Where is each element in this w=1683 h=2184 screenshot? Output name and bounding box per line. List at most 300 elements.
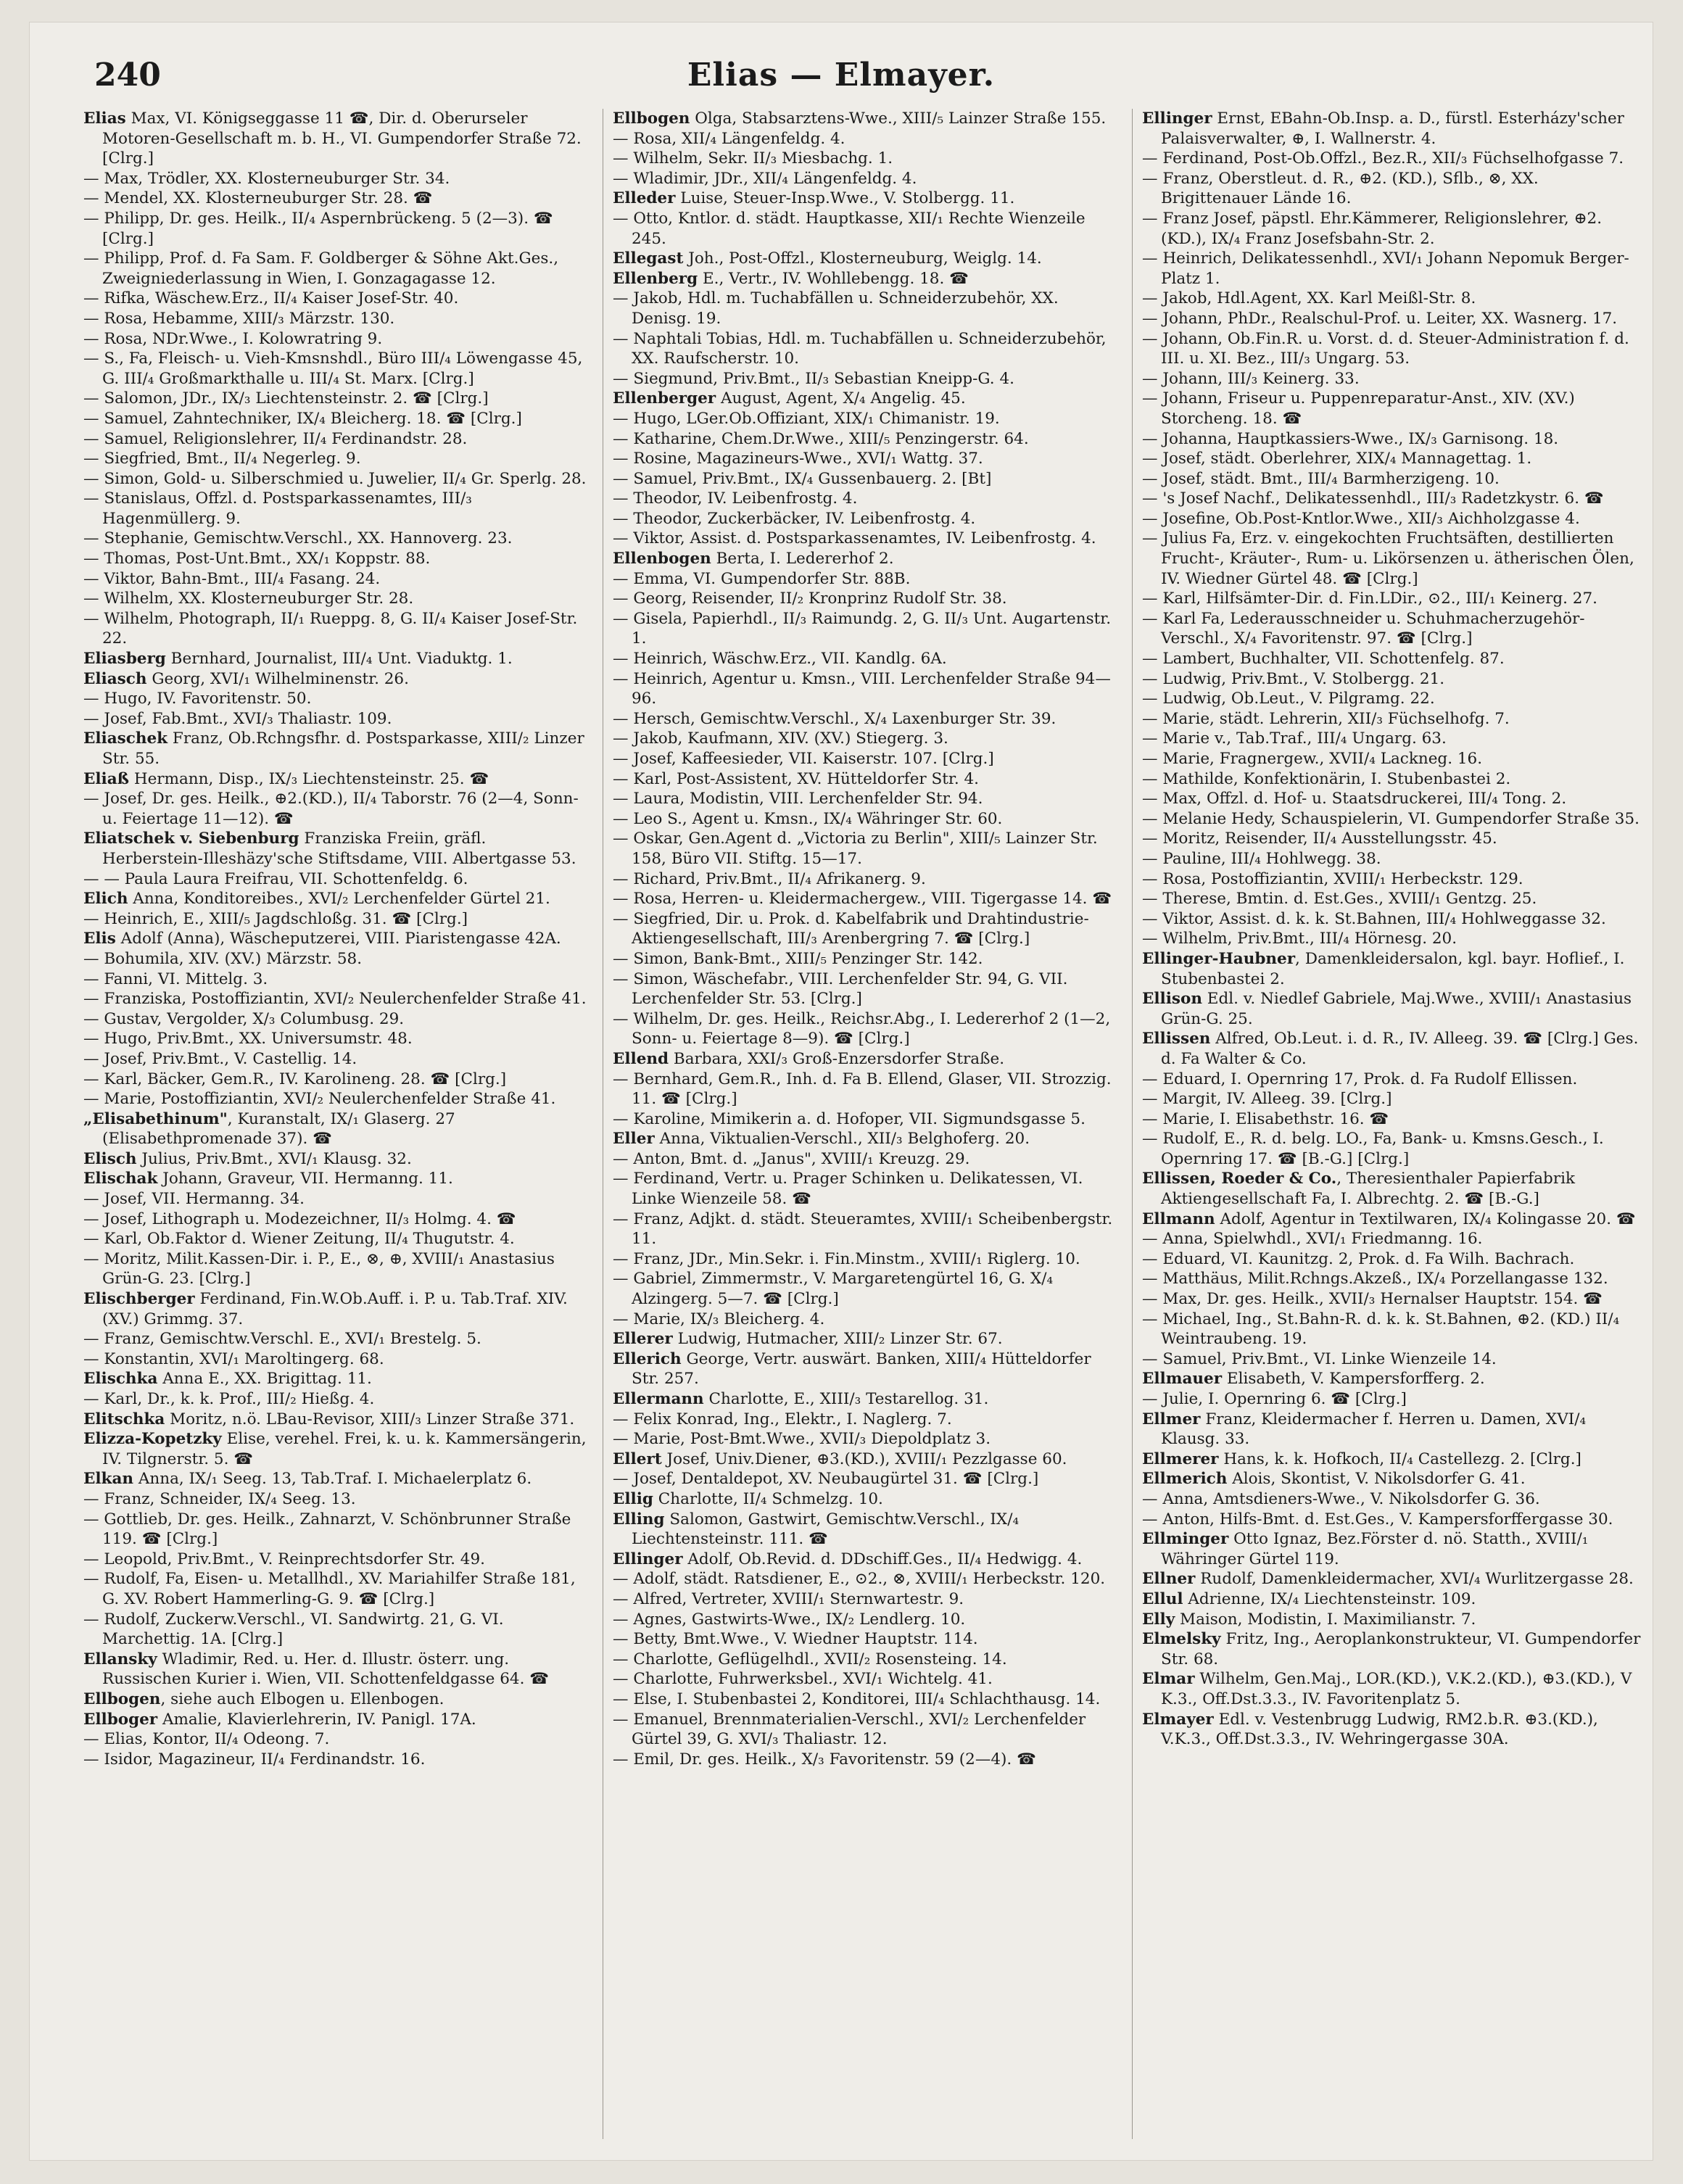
directory-entry — [83, 1510, 591, 1550]
entry-surname: Elitschka — [83, 1410, 165, 1428]
entry-text: — Oskar, Gen.Agent d. „Victoria zu Berlin", XIII/₅ Lainzer Str. 158, Büro VII. Stiftg. 15—17. — [613, 830, 1098, 868]
entry-text: — Rosa, Herren- u. Kleidermachergew., VIII. Tigergasse 14. ☎ — [613, 890, 1112, 909]
entry-text: — Samuel, Priv.Bmt., IX/₄ Gussenbauerg. 2. [Bt] — [613, 469, 992, 488]
directory-entry — [1142, 389, 1650, 429]
entry-text: — Heinrich, Agentur u. Kmsn., VIII. Lerchenfelder Straße 94—96. — [613, 669, 1111, 708]
directory-entry — [613, 1049, 1120, 1070]
entry-text: — Thomas, Post-Unt.Bmt., XX/₁ Koppstr. 88. — [83, 550, 431, 568]
entry-text: Fritz, Ing., Aeroplankonstrukteur, VI. Gumpendorfer Str. 68. — [1161, 1630, 1641, 1668]
directory-entry — [83, 549, 591, 569]
entry-text: , Theresienthaler Papierfabrik Aktiengesellschaft Fa, I. Albrechtg. 2. ☎ [B.-G.] — [1161, 1170, 1576, 1209]
directory-entry — [613, 329, 1120, 369]
directory-entry — [613, 129, 1120, 149]
entry-text: — Franz Josef, päpstl. Ehr.Kämmerer, Religionslehrer, ⊕2. (KD.), IX/₄ Franz Josefsbahn-Str. 2. — [1142, 209, 1603, 248]
directory-entry — [83, 1750, 591, 1770]
entry-text: — Anna, Amtsdieners-Wwe., V. Nikolsdorfer G. 36. — [1142, 1489, 1540, 1508]
directory-entry — [83, 689, 591, 709]
entry-surname: Elmar — [1142, 1670, 1195, 1689]
directory-entry — [613, 1129, 1120, 1149]
directory-entry — [83, 569, 591, 590]
column-1 — [83, 109, 591, 2139]
directory-entry — [1142, 1029, 1650, 1069]
entry-text: — Anna, Spielwhdl., XVI/₁ Friedmanng. 16. — [1142, 1230, 1483, 1249]
entry-surname: Eliasberg — [83, 650, 166, 669]
directory-entry — [83, 1389, 591, 1410]
directory-entry — [613, 1550, 1120, 1570]
directory-entry — [83, 249, 591, 289]
directory-entry — [83, 1009, 591, 1030]
directory-entry — [83, 1569, 591, 1609]
directory-entry — [1142, 1710, 1650, 1750]
entry-text: — Marie, Post-Bmt.Wwe., XVII/₃ Diepoldplatz 3. — [613, 1430, 991, 1449]
entry-text: — Marie, Postoffiziantin, XVI/₂ Neulerchenfelder Straße 41. — [83, 1090, 556, 1109]
entry-text: — Mendel, XX. Klosterneuburger Str. 28. ☎ — [83, 189, 433, 208]
entry-text: — Mathilde, Konfektionärin, I. Stubenbastei 2. — [1142, 769, 1511, 788]
directory-entry — [1142, 209, 1650, 249]
entry-text: — Max, Trödler, XX. Klosterneuburger Str. 34. — [83, 169, 450, 188]
entry-text: — Stephanie, Gemischtw.Verschl., XX. Hannoverg. 23. — [83, 529, 513, 548]
directory-entry — [1142, 889, 1650, 909]
entry-text: — Emil, Dr. ges. Heilk., X/₃ Favoritenstr. 59 (2—4). ☎ — [613, 1750, 1036, 1769]
entry-surname: Ellig — [613, 1489, 653, 1508]
entry-surname: Elischak — [83, 1170, 158, 1188]
entry-text: — Josef, VII. Hermanng. 34. — [83, 1190, 305, 1209]
directory-entry — [83, 1049, 591, 1070]
directory-entry — [1142, 769, 1650, 790]
directory-entry — [83, 1189, 591, 1209]
entry-text: — Rudolf, E., R. d. belg. LO., Fa, Bank- u. Kmsns.Gesch., I. Opernring 17. ☎ [B.-G.] [Clrg.] — [1142, 1130, 1604, 1168]
entry-text: — Katharine, Chem.Dr.Wwe., XIII/₅ Penzingerstr. 64. — [613, 429, 1029, 448]
entry-text: — Franz, JDr., Min.Sekr. i. Fin.Minstm., XVIII/₁ Riglerg. 10. — [613, 1249, 1080, 1268]
entry-text: — Bernhard, Gem.R., Inh. d. Fa B. Ellend, Glaser, VII. Strozzig. 11. ☎ [Clrg.] — [613, 1070, 1112, 1109]
entry-text: — Karl, Dr., k. k. Prof., III/₂ Hießg. 4. — [83, 1390, 375, 1408]
entry-surname: Eliasch — [83, 669, 147, 688]
directory-entry — [1142, 1569, 1650, 1589]
directory-entry — [83, 949, 591, 969]
entry-text: — Johann, PhDr., Realschul-Prof. u. Leiter, XX. Wasnerg. 17. — [1142, 309, 1618, 328]
entry-text: — Therese, Bmtin. d. Est.Ges., XVIII/₁ Gentzg. 25. — [1142, 890, 1537, 909]
directory-entry — [83, 1149, 591, 1170]
entry-text: — Jakob, Kaufmann, XIV. (XV.) Stiegerg. 3. — [613, 729, 948, 748]
entry-text: — Viktor, Assist. d. Postsparkassenamtes, IV. Leibenfrostg. 4. — [613, 529, 1096, 548]
entry-text: Hans, k. k. Hofkoch, II/₄ Castellezg. 2. [Clrg.] — [1218, 1449, 1581, 1468]
directory-entry — [83, 169, 591, 189]
entry-surname: Elizza-Kopetzky — [83, 1430, 222, 1449]
page-header — [29, 57, 1653, 115]
entry-surname: Elias — [83, 109, 126, 128]
directory-entry — [1142, 509, 1650, 529]
entry-text: — Josef, städt. Oberlehrer, XIX/₄ Mannagettag. 1. — [1142, 450, 1532, 468]
entry-text: — Eduard, VI. Kaunitzg. 2, Prok. d. Fa Wilh. Bachrach. — [1142, 1249, 1575, 1268]
directory-entry — [1142, 1610, 1650, 1630]
entry-text: Bernhard, Journalist, III/₄ Unt. Viaduktg. 1. — [165, 650, 513, 669]
directory-entry — [613, 1669, 1120, 1689]
entry-text: — Eduard, I. Opernring 17, Prok. d. Fa Rudolf Ellissen. — [1142, 1070, 1578, 1088]
entry-text: — Samuel, Religionslehrer, II/₄ Ferdinandstr. 28. — [83, 429, 468, 448]
directory-entry — [83, 829, 591, 869]
entry-surname: Eliatschek v. Siebenburg — [83, 830, 299, 848]
directory-entry — [613, 209, 1120, 249]
directory-entry — [613, 949, 1120, 969]
directory-entry — [613, 509, 1120, 529]
entry-text: Franziska Freiin, gräfl. Herberstein-Illeshäzy'sche Stiftsdame, VIII. Albertgasse 53. — [102, 830, 576, 868]
directory-entry — [613, 1750, 1120, 1770]
directory-entry — [613, 729, 1120, 749]
directory-entry — [1142, 849, 1650, 869]
entry-text: — Rudolf, Zuckerw.Verschl., VI. Sandwirtg. 21, G. VI. Marchettig. 1A. [Clrg.] — [83, 1610, 504, 1649]
directory-entry — [613, 149, 1120, 169]
directory-entry — [83, 709, 591, 729]
column-3 — [1142, 109, 1650, 2139]
entry-text: Adolf, Agentur in Textilwaren, IX/₄ Kolingasse 20. ☎ — [1215, 1209, 1636, 1228]
entry-text: — Max, Offzl. d. Hof- u. Staatsdruckerei, III/₄ Tong. 2. — [1142, 790, 1567, 808]
entry-text: — Karl, Bäcker, Gem.R., IV. Karolineng. 28. ☎ [Clrg.] — [83, 1070, 507, 1088]
entry-text: — Richard, Priv.Bmt., II/₄ Afrikanerg. 9. — [613, 869, 926, 888]
entry-text: Elisabeth, V. Kampersforfferg. 2. — [1222, 1370, 1485, 1389]
entry-text: — Margit, IV. Alleeg. 39. [Clrg.] — [1142, 1090, 1392, 1109]
entry-surname: Ellend — [613, 1049, 669, 1068]
directory-entry — [83, 1429, 591, 1469]
entry-text: — Adolf, städt. Ratsdiener, E., ⊙2., ⊗, XVIII/₁ Herbeckstr. 120. — [613, 1570, 1106, 1589]
entry-text: Moritz, n.ö. LBau-Revisor, XIII/₃ Linzer Straße 371. — [165, 1410, 575, 1428]
entry-text: Adolf (Anna), Wäscheputzerei, VIII. Piaristengasse 42A. — [115, 930, 561, 948]
directory-entry — [83, 969, 591, 990]
entry-text: Anna E., XX. Brigittag. 11. — [157, 1370, 372, 1389]
entry-text: — Heinrich, E., XIII/₅ Jagdschloßg. 31. ☎ [Clrg.] — [83, 909, 468, 928]
directory-entry — [613, 1149, 1120, 1170]
entry-text: — Jakob, Hdl. m. Tuchabfällen u. Schneiderzubehör, XX. Denisg. 19. — [613, 289, 1059, 328]
directory-entry — [1142, 1229, 1650, 1249]
directory-entry — [613, 549, 1120, 569]
entry-surname: Ellansky — [83, 1650, 157, 1668]
directory-entry — [83, 389, 591, 409]
entry-text: Edl. v. Vestenbrugg Ludwig, RM2.b.R. ⊕3.(KD.), V.K.3., Off.Dst.3.3., IV. Wehringergasse 30A. — [1161, 1710, 1598, 1749]
entry-text: — Samuel, Zahntechniker, IX/₄ Bleicherg. 18. ☎ [Clrg.] — [83, 409, 522, 428]
entry-text: — Johann, Friseur u. Puppenreparatur-Anst., XIV. (XV.) Storcheng. 18. ☎ — [1142, 389, 1575, 428]
directory-entry — [83, 589, 591, 609]
entry-surname: Ellerer — [613, 1330, 673, 1349]
directory-entry — [1142, 1529, 1650, 1569]
directory-entry — [1142, 929, 1650, 949]
directory-entry — [83, 429, 591, 450]
directory-entry — [83, 1029, 591, 1049]
entry-text: — Marie, städt. Lehrerin, XII/₃ Füchselhofg. 7. — [1142, 709, 1510, 728]
directory-entry — [1142, 1410, 1650, 1449]
directory-entry — [83, 309, 591, 329]
entry-text: — Elias, Kontor, II/₄ Odeong. 7. — [83, 1730, 330, 1749]
entry-text: — Josef, Dr. ges. Heilk., ⊕2.(KD.), II/₄ Taborstr. 76 (2—4, Sonn- u. Feiertage 11—12). ☎ — [83, 790, 579, 828]
entry-surname: Eller — [613, 1130, 655, 1149]
entry-text: Barbara, XXI/₃ Groß-Enzersdorfer Straße. — [669, 1049, 1005, 1068]
entry-text: — Gabriel, Zimmermstr., V. Margaretengürtel 16, G. X/₄ Alzingerg. 5—7. ☎ [Clrg.] — [613, 1270, 1054, 1309]
column-divider — [1132, 109, 1133, 2139]
directory-entry — [83, 889, 591, 909]
entry-surname: Elly — [1142, 1610, 1175, 1629]
entry-text: — Wilhelm, XX. Klosterneuburger Str. 28. — [83, 590, 414, 608]
entry-text: — Betty, Bmt.Wwe., V. Wiedner Hauptstr. 114. — [613, 1630, 978, 1649]
directory-entry — [1142, 989, 1650, 1029]
directory-entry — [613, 1489, 1120, 1510]
entry-text: George, Vertr. auswärt. Banken, XIII/₄ Hütteldorfer Str. 257. — [632, 1349, 1091, 1389]
entry-text: Anna, Konditoreibes., XVI/₂ Lerchenfelder Gürtel 21. — [128, 890, 550, 909]
directory-entry — [83, 1349, 591, 1370]
directory-entry — [613, 569, 1120, 590]
entry-text: — Johann, Ob.Fin.R. u. Vorst. d. d. Steuer-Administration f. d. III. u. XI. Bez., III/₃ Ungarg. 53. — [1142, 329, 1629, 368]
entry-text: — Julie, I. Opernring 6. ☎ [Clrg.] — [1142, 1390, 1407, 1408]
entry-text: — Charlotte, Geflügelhdl., XVII/₂ Rosensteing. 14. — [613, 1650, 1007, 1668]
directory-entry — [1142, 1109, 1650, 1130]
entry-text: Berta, I. Ledererhof 2. — [711, 550, 894, 568]
directory-entry — [1142, 1449, 1650, 1470]
entry-text: — Rosine, Magazineurs-Wwe., XVI/₁ Wattg. 37. — [613, 450, 983, 468]
directory-entry — [1142, 1389, 1650, 1410]
directory-entry — [1142, 909, 1650, 930]
entry-surname: Ellinger-Haubner — [1142, 949, 1296, 968]
entry-surname: Elmelsky — [1142, 1630, 1221, 1649]
entry-text: Maison, Modistin, I. Maximilianstr. 7. — [1175, 1610, 1476, 1629]
entry-text: Wladimir, Red. u. Her. d. Illustr. österr. ung. Russischen Kurier i. Wien, VII. Schottenfeldgasse 64. ☎ — [102, 1650, 550, 1689]
entry-text: — S., Fa, Fleisch- u. Vieh-Kmsnshdl., Büro III/₄ Löwengasse 45, G. III/₄ Großmarkthalle u. III/₄ St. Marx. [Clrg.] — [83, 349, 583, 388]
directory-entry — [1142, 109, 1650, 149]
entry-text: — Karl Fa, Lederausschneider u. Schuhmacherzugehör-Verschl., X/₄ Favoritenstr. 97. ☎ [Clrg.] — [1142, 609, 1585, 648]
directory-entry — [613, 1070, 1120, 1109]
directory-entry — [613, 429, 1120, 450]
entry-text: — Ludwig, Priv.Bmt., V. Stolbergg. 21. — [1142, 669, 1445, 688]
entry-text: — Fanni, VI. Mittelg. 3. — [83, 969, 268, 988]
directory-entry — [83, 869, 591, 890]
entry-text: Adrienne, IX/₄ Liechtensteinstr. 109. — [1183, 1589, 1476, 1608]
directory-entry — [1142, 1129, 1650, 1169]
entry-text: — Otto, Kntlor. d. städt. Hauptkasse, XII/₁ Rechte Wienzeile 245. — [613, 209, 1086, 248]
directory-entry — [613, 369, 1120, 389]
entry-text: — Laura, Modistin, VIII. Lerchenfelder Str. 94. — [613, 790, 983, 808]
directory-entry — [613, 269, 1120, 289]
column-2 — [613, 109, 1120, 2139]
directory-entry — [1142, 469, 1650, 489]
directory-entry — [613, 1589, 1120, 1610]
entry-text: Ernst, EBahn-Ob.Insp. a. D., fürstl. Esterházy'scher Palaisverwalter, ⊕, I. Wallnerstr. 4. — [1161, 109, 1624, 148]
entry-surname: Ellermann — [613, 1390, 704, 1408]
directory-entry — [613, 1169, 1120, 1209]
entry-surname: Ellison — [1142, 990, 1202, 1009]
entry-text: — Rosa, Postoffiziantin, XVIII/₁ Herbeckstr. 129. — [1142, 869, 1523, 888]
entry-surname: Ellert — [613, 1449, 662, 1468]
running-head: Elias — Elmayer. — [687, 57, 996, 94]
entry-text: — Wladimir, JDr., XII/₄ Längenfeldg. 4. — [613, 169, 917, 188]
entry-text: — Franz, Gemischtw.Verschl. E., XVI/₁ Brestelg. 5. — [83, 1330, 481, 1349]
entry-text: — Isidor, Magazineur, II/₄ Ferdinandstr. 16. — [83, 1750, 426, 1769]
directory-entry — [613, 469, 1120, 489]
entry-text: Edl. v. Niedlef Gabriele, Maj.Wwe., XVIII/₁ Anastasius Grün-G. 25. — [1161, 990, 1632, 1028]
entry-text: — Josef, Dentaldepot, XV. Neubaugürtel 31. ☎ [Clrg.] — [613, 1470, 1039, 1489]
entry-surname: Ellul — [1142, 1589, 1183, 1608]
directory-entry — [1142, 649, 1650, 669]
directory-entry — [1142, 869, 1650, 890]
entry-surname: Elischberger — [83, 1290, 195, 1309]
entry-text: Ludwig, Hutmacher, XIII/₂ Linzer Str. 67. — [672, 1330, 1003, 1349]
entry-text: — Emma, VI. Gumpendorfer Str. 88B. — [613, 569, 911, 588]
entry-text: — Siegfried, Dir. u. Prok. d. Kabelfabrik und Drahtindustrie-Aktiengesellschaft, III/₃ Arenbergring 7. ☎ [Clrg.] — [613, 909, 1089, 948]
directory-entry — [83, 1070, 591, 1090]
entry-text: — Pauline, III/₄ Hohlwegg. 38. — [1142, 849, 1381, 868]
directory-entry — [613, 529, 1120, 549]
entry-surname: Elmayer — [1142, 1710, 1214, 1729]
entry-surname: Ellner — [1142, 1570, 1196, 1589]
entry-text: , siehe auch Elbogen u. Ellenbogen. — [160, 1689, 444, 1708]
entry-text: Olga, Stabsarztens-Wwe., XIII/₅ Lainzer Straße 155. — [690, 109, 1107, 128]
directory-entry — [613, 169, 1120, 189]
entry-text: — Jakob, Hdl.Agent, XX. Karl Meißl-Str. 8. — [1142, 289, 1476, 308]
directory-entry — [1142, 1070, 1650, 1090]
entry-text: Anna, Viktualien-Verschl., XII/₃ Belghoferg. 20. — [654, 1130, 1030, 1149]
directory-entry — [613, 1429, 1120, 1449]
entry-text: Georg, XVI/₁ Wilhelminenstr. 26. — [146, 669, 409, 688]
directory-entry — [83, 209, 591, 249]
directory-entry — [613, 1389, 1120, 1410]
directory-entry — [1142, 1289, 1650, 1310]
entry-surname: Elleder — [613, 189, 676, 208]
entry-text: — Wilhelm, Photograph, II/₁ Rueppg. 8, G. II/₄ Kaiser Josef-Str. 22. — [83, 609, 578, 648]
entry-text: — Siegmund, Priv.Bmt., II/₃ Sebastian Kneipp-G. 4. — [613, 369, 1014, 388]
entry-text: — Konstantin, XVI/₁ Maroltingerg. 68. — [83, 1349, 384, 1368]
directory-entry — [1142, 609, 1650, 649]
entry-text: — Josef, Kaffeesieder, VII. Kaiserstr. 107. [Clrg.] — [613, 750, 994, 768]
entry-surname: Ellinger — [613, 1550, 683, 1568]
directory-entry — [1142, 1369, 1650, 1389]
entry-text: — Franz, Adjkt. d. städt. Steueramtes, XVIII/₁ Scheibenbergstr. 11. — [613, 1209, 1113, 1249]
directory-entry — [613, 829, 1120, 869]
entry-text: Anna, IX/₁ Seeg. 13, Tab.Traf. I. Michaelerplatz 6. — [133, 1470, 532, 1489]
directory-entry — [83, 109, 591, 169]
directory-entry — [613, 1569, 1120, 1589]
entry-text: — Max, Dr. ges. Heilk., XVII/₃ Hernalser Hauptstr. 154. ☎ — [1142, 1290, 1603, 1309]
entry-surname: Ellminger — [1142, 1530, 1229, 1549]
entry-surname: Ellmer — [1142, 1410, 1201, 1428]
directory-entry — [613, 1109, 1120, 1130]
entry-surname: Ellissen, Roeder & Co. — [1142, 1170, 1337, 1188]
entry-text: — Leopold, Priv.Bmt., V. Reinprechtsdorfer Str. 49. — [83, 1550, 485, 1568]
entry-text: — Hugo, Priv.Bmt., XX. Universumstr. 48. — [83, 1030, 413, 1048]
entry-surname: „Elisabethinum" — [83, 1109, 228, 1128]
entry-text: — Samuel, Priv.Bmt., VI. Linke Wienzeile 14. — [1142, 1349, 1497, 1368]
directory-entry — [83, 1689, 591, 1710]
entry-surname: Elisch — [83, 1149, 137, 1168]
entry-text: — 's Josef Nachf., Delikatessenhdl., III/₃ Radetzkystr. 6. ☎ — [1142, 489, 1604, 508]
entry-text: — Franziska, Postoffiziantin, XVI/₂ Neulerchenfelder Straße 41. — [83, 990, 587, 1009]
directory-entry — [1142, 749, 1650, 769]
directory-entry — [83, 329, 591, 349]
directory-entry — [1142, 429, 1650, 450]
entry-text: — Moritz, Milit.Kassen-Dir. i. P., E., ⊗, ⊕, XVIII/₁ Anastasius Grün-G. 23. [Clrg.] — [83, 1249, 555, 1289]
entry-text: — Gottlieb, Dr. ges. Heilk., Zahnarzt, V. Schönbrunner Straße 119. ☎ [Clrg.] — [83, 1510, 571, 1549]
directory-entry — [613, 889, 1120, 909]
directory-entry — [1142, 1349, 1650, 1370]
directory-entry — [1142, 1510, 1650, 1530]
entry-surname: Ellenberg — [613, 269, 698, 288]
entry-text: — Rosa, NDr.Wwe., I. Kolowratring 9. — [83, 329, 383, 348]
directory-entry — [613, 789, 1120, 809]
directory-entry — [1142, 289, 1650, 309]
directory-entry — [613, 969, 1120, 1009]
entry-text: — Alfred, Vertreter, XVIII/₁ Sternwartestr. 9. — [613, 1589, 964, 1608]
directory-entry — [613, 1510, 1120, 1550]
directory-entry — [1142, 1589, 1650, 1610]
directory-entry — [1142, 1089, 1650, 1109]
entry-surname: Ellerich — [613, 1349, 682, 1368]
directory-entry — [83, 1329, 591, 1349]
entry-text: Wilhelm, Gen.Maj., LOR.(KD.), V.K.2.(KD.), ⊕3.(KD.), V K.3., Off.Dst.3.3., IV. Favoritenplatz 5. — [1161, 1670, 1632, 1708]
entry-text: — Josef, Fab.Bmt., XVI/₃ Thaliastr. 109. — [83, 709, 392, 728]
entry-text: August, Agent, X/₄ Angelig. 45. — [716, 389, 966, 408]
entry-text: Charlotte, II/₄ Schmelzg. 10. — [653, 1489, 883, 1508]
entry-text: — Wilhelm, Sekr. II/₃ Miesbachg. 1. — [613, 149, 893, 168]
directory-entry — [83, 1550, 591, 1570]
directory-entry — [83, 609, 591, 649]
directory-entry — [1142, 1469, 1650, 1489]
directory-entry — [1142, 449, 1650, 469]
directory-entry — [613, 1209, 1120, 1249]
entry-text: Franz, Kleidermacher f. Herren u. Damen, XVI/₄ Klausg. 33. — [1161, 1410, 1587, 1449]
directory-entry — [613, 1349, 1120, 1389]
directory-entry — [83, 1289, 591, 1329]
directory-entry — [1142, 1489, 1650, 1510]
entry-text: — Simon, Wäschefabr., VIII. Lerchenfelder Str. 94, G. VII. Lerchenfelder Str. 53. [Clrg.] — [613, 969, 1068, 1009]
entry-surname: Eliaß — [83, 769, 129, 788]
entry-text: — Moritz, Reisender, II/₄ Ausstellungsstr. 45. — [1142, 830, 1497, 848]
directory-entry — [613, 109, 1120, 129]
entry-text: Otto Ignaz, Bez.Förster d. nö. Statth., XVIII/₁ Währinger Gürtel 119. — [1161, 1530, 1589, 1568]
entry-text: — Marie v., Tab.Traf., III/₄ Ungarg. 63. — [1142, 729, 1447, 748]
directory-entry — [1142, 1249, 1650, 1270]
directory-entry — [613, 489, 1120, 509]
directory-entry — [1142, 1269, 1650, 1289]
directory-entry — [613, 749, 1120, 769]
directory-entry — [613, 669, 1120, 709]
directory-entry — [613, 709, 1120, 729]
directory-entry — [83, 1650, 591, 1689]
entry-text: — Viktor, Bahn-Bmt., III/₄ Fasang. 24. — [83, 569, 381, 588]
directory-entry — [83, 289, 591, 309]
entry-text: Ferdinand, Fin.W.Ob.Auff. i. P. u. Tab.Traf. XIV. (XV.) Grimmg. 37. — [102, 1290, 568, 1328]
directory-entry — [1142, 829, 1650, 849]
entry-text: — Heinrich, Delikatessenhdl., XVI/₁ Johann Nepomuk Berger-Platz 1. — [1142, 249, 1629, 288]
directory-entry — [613, 1689, 1120, 1710]
entry-surname: Elkan — [83, 1470, 134, 1489]
directory-entry — [1142, 809, 1650, 830]
directory-entry — [613, 1329, 1120, 1349]
directory-entry — [1142, 309, 1650, 329]
directory-entry — [613, 249, 1120, 269]
directory-entry — [83, 909, 591, 930]
directory-entry — [83, 729, 591, 769]
entry-text: — Marie, I. Elisabethstr. 16. ☎ — [1142, 1109, 1389, 1128]
entry-text: Franz, Ob.Rchngsfhr. d. Postsparkasse, XIII/₂ Linzer Str. 55. — [102, 729, 584, 768]
entry-text: — Charlotte, Fuhrwerksbel., XVI/₁ Wichtelg. 41. — [613, 1670, 993, 1689]
entry-text: — Johann, III/₃ Keinerg. 33. — [1142, 369, 1360, 388]
directory-entry — [1142, 589, 1650, 609]
directory-entry — [83, 1410, 591, 1430]
directory-entry — [83, 669, 591, 690]
entry-text: , Kuranstalt, IX/₁ Glaserg. 27 (Elisabethpromenade 37). ☎ — [102, 1109, 455, 1149]
entry-text: — Stanislaus, Offzl. d. Postsparkassenamtes, III/₃ Hagenmüllerg. 9. — [83, 489, 472, 528]
directory-entry — [83, 1369, 591, 1389]
entry-text: — Josefine, Ob.Post-Kntlor.Wwe., XII/₃ Aichholzgasse 4. — [1142, 509, 1580, 528]
entry-surname: Elich — [83, 890, 128, 909]
entry-text: — Simon, Gold- u. Silberschmied u. Juwelier, II/₄ Gr. Sperlg. 28. — [83, 469, 587, 488]
entry-text: — Georg, Reisender, II/₂ Kronprinz Rudolf Str. 38. — [613, 590, 1007, 608]
directory-entry — [83, 989, 591, 1009]
entry-text: Alfred, Ob.Leut. i. d. R., IV. Alleeg. 39. ☎ [Clrg.] Ges. d. Fa Walter & Co. — [1161, 1030, 1639, 1068]
